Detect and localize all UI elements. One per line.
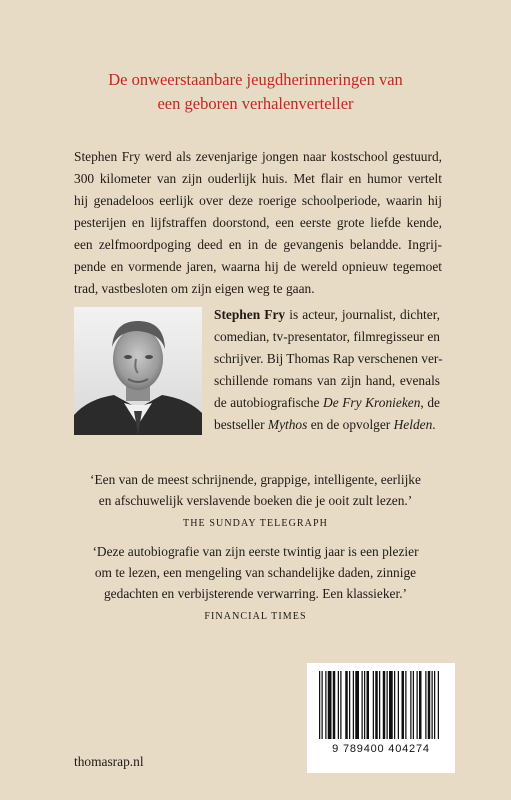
intro-line: hij genadeloos eerlijk over deze roerige schoolperiode, waarin hij [74,193,442,208]
quote-source: FINANCIAL TIMES [204,611,307,622]
quote-line: en afschuwelijk verslavende boeken die je ooit zult lezen.’ [98,493,413,508]
bio-line: schrijver. Bij Thomas Rap verschenen ver- [214,351,443,366]
bio-line: schillende romans van zijn hand, evenals [214,373,440,388]
intro-line: pende en vormende jaren, waarna hij de wereld opnieuw tegemoet [74,259,442,274]
author-photo [74,307,202,435]
quote-line: gedachten en verbijsterende verwarring. Een klassieker.’ [103,586,407,601]
review-quote [60,541,451,627]
intro-line: pesterijen en lijfstraffen doorstond, een eerste grote liefde kende, [74,215,442,230]
book-title: Mythos [267,417,308,432]
bio-line: comedian, tv-presentator, filmregisseur en [214,329,440,344]
intro-paragraph [74,146,442,300]
intro-line: 300 kilometer van zijn ouderlijk huis. Met flair en humor vertelt [74,171,442,186]
tagline [40,68,471,116]
book-title: De Fry Kronieken [323,395,421,410]
bio-line: de autobiografische De Fry Kronieken, de [214,395,440,410]
bio-line: bestseller Mythos en de opvolger Helden. [214,417,436,432]
intro-line: trad, vastbesloten om zijn eigen weg te gaan. [74,281,315,296]
bio-line: Stephen Fry is acteur, journalist, dichter, [214,307,440,322]
author-name: Stephen Fry [214,307,286,322]
tagline-line-2: een geboren verhalenverteller [157,94,354,113]
quote-line: ‘Een van de meest schrijnende, grappige, intelligente, eerlijke [90,472,421,487]
intro-line: Stephen Fry werd als zevenjarige jongen naar kostschool gestuurd, [74,149,442,164]
publisher-website: thomasrap.nl [74,754,144,769]
intro-line: een zelfmoordpoging deed en in de gevangenis belandde. Ingrij- [74,237,442,252]
tagline-line-1: De onweerstaanbare jeugdherinneringen van [108,70,403,89]
quote-source: THE SUNDAY TELEGRAPH [183,518,328,529]
isbn-barcode [307,663,455,773]
isbn-number: 9 789400 404274 [332,743,430,755]
book-title: Helden [393,417,433,432]
quote-line: om te lezen, een mengeling van schandelijke daden, zinnige [94,565,417,580]
quote-line: ‘Deze autobiografie van zijn eerste twintig jaar is een plezier [92,544,419,559]
review-quote [60,469,451,534]
barcode-bars [315,671,447,741]
author-bio [214,304,443,436]
